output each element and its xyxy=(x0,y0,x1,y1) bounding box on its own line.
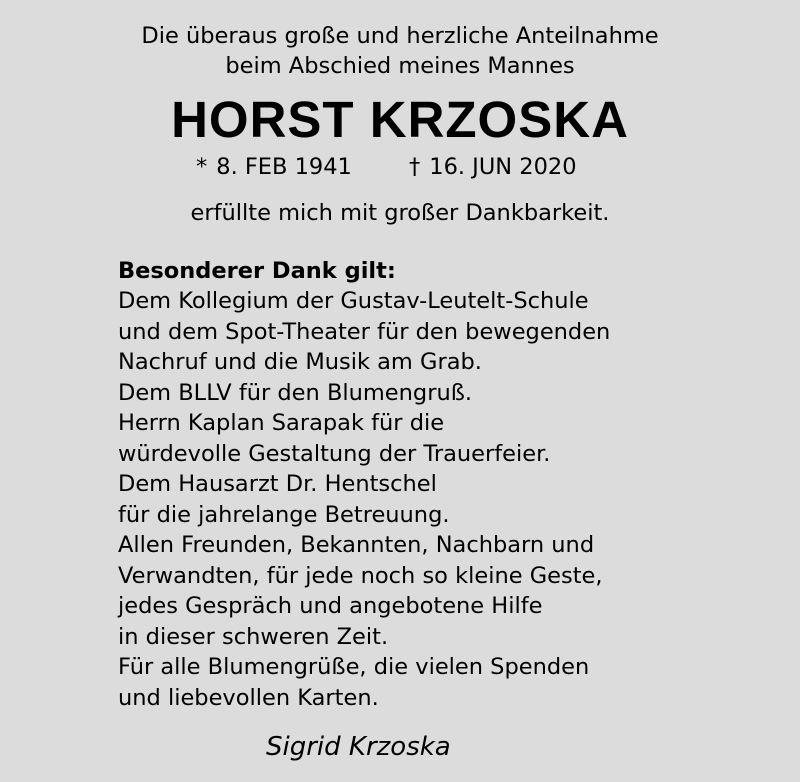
thanks-line: Verwandten, für jede noch so kleine Geste, xyxy=(118,562,603,589)
thanks-line: Dem BLLV für den Blumengruß. xyxy=(118,379,473,406)
intro-line-2: beim Abschied meines Mannes xyxy=(225,53,575,79)
death-date-group xyxy=(409,152,577,182)
thanks-line: in dieser schweren Zeit. xyxy=(118,623,389,650)
birth-star-icon: * xyxy=(196,154,208,180)
death-cross-icon: † xyxy=(409,154,421,180)
thanks-line: würdevolle Gestaltung der Trauerfeier. xyxy=(118,440,551,467)
thanks-heading: Besonderer Dank gilt: xyxy=(118,258,396,284)
life-dates xyxy=(0,152,800,182)
signature: Sigrid Krzoska xyxy=(266,732,451,762)
thanks-line: Allen Freunden, Bekannten, Nachbarn und xyxy=(118,532,595,558)
thanks-line: Für alle Blumengrüße, die vielen Spenden xyxy=(118,654,590,680)
thanks-line: Dem Kollegium der Gustav-Leutelt-Schule xyxy=(118,288,589,314)
thanks-list xyxy=(118,286,610,713)
gratitude-line: erfüllte mich mit großer Dankbarkeit. xyxy=(190,200,610,226)
birth-date-group xyxy=(196,152,352,182)
thanks-line: Herrn Kaplan Sarapak für die xyxy=(118,410,445,436)
death-date: 16. JUN 2020 xyxy=(429,154,577,180)
intro-line-1: Die überaus große und herzliche Anteilnahme xyxy=(141,23,659,49)
deceased-name: HORST KRZOSKA xyxy=(171,91,629,148)
thanks-line: Nachruf und die Musik am Grab. xyxy=(118,349,482,375)
thanks-line: und liebevollen Karten. xyxy=(118,684,379,711)
thanks-line: und dem Spot-Theater für den bewegenden xyxy=(118,318,611,345)
thanks-line: jedes Gespräch und angebotene Hilfe xyxy=(118,593,543,619)
birth-date: 8. FEB 1941 xyxy=(216,154,352,180)
thanks-line: für die jahrelange Betreuung. xyxy=(118,501,450,528)
thanks-line: Dem Hausarzt Dr. Hentschel xyxy=(118,471,437,497)
